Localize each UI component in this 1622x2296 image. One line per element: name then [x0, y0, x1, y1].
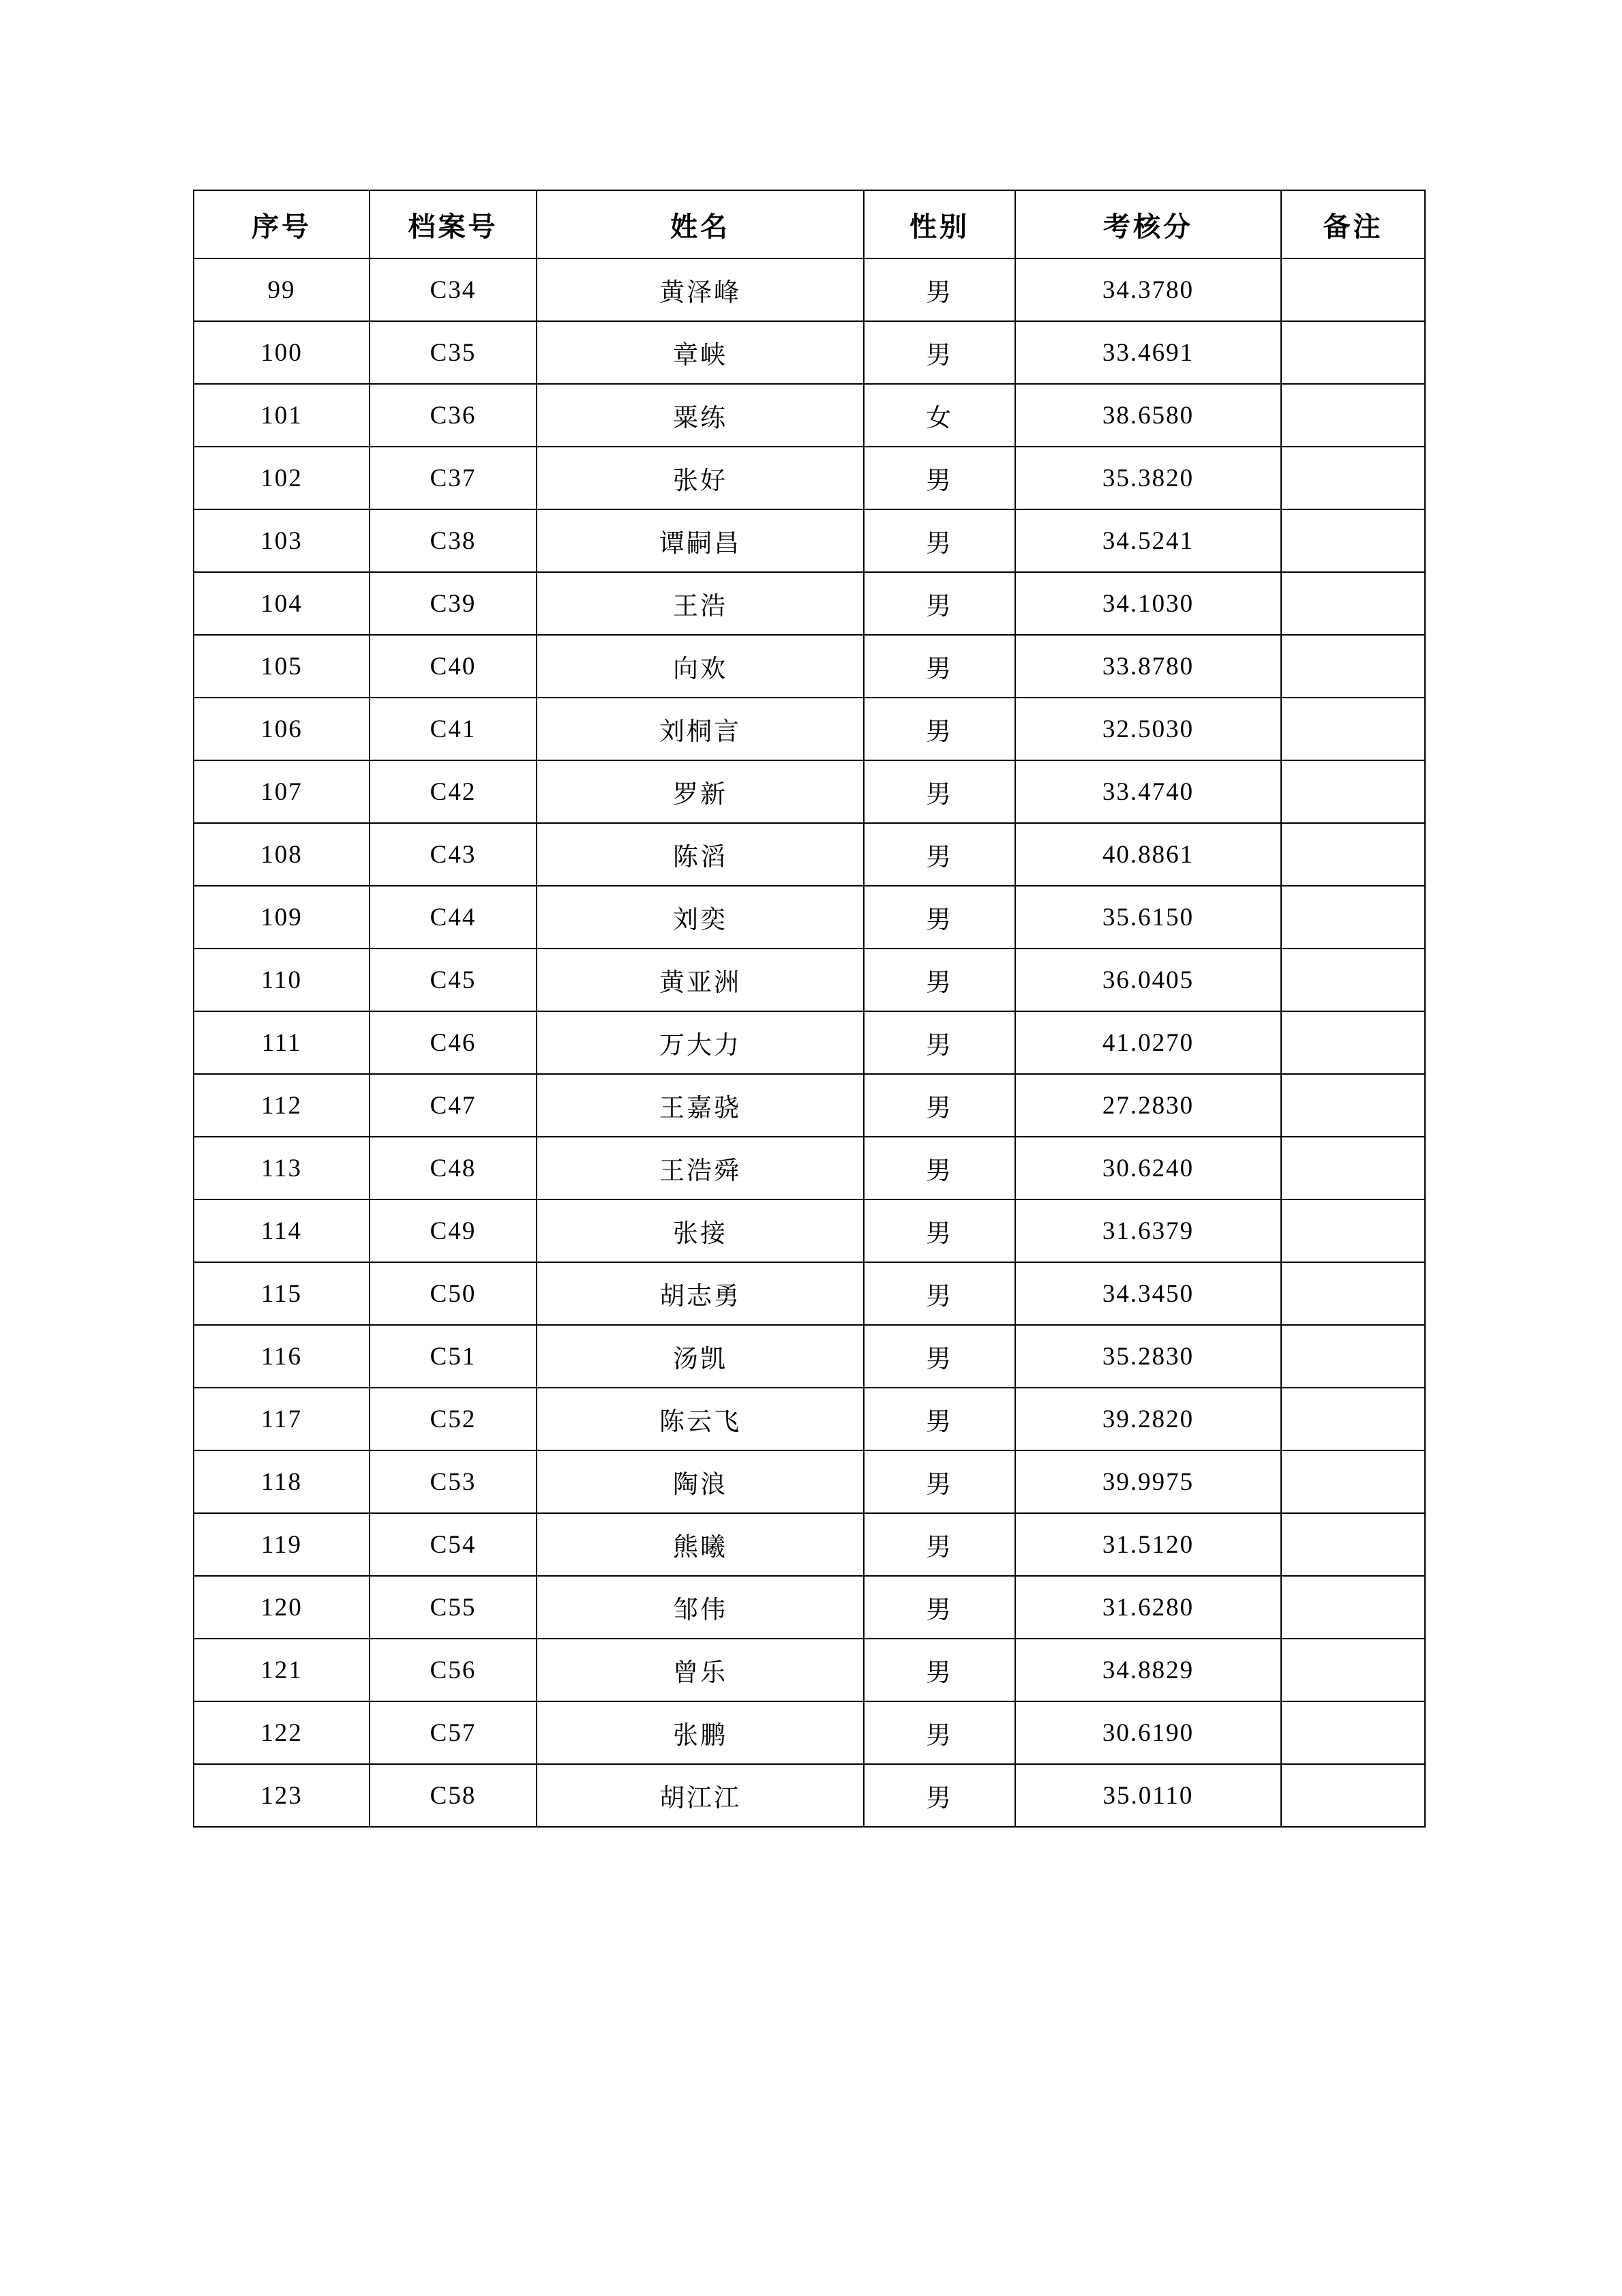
cell-note	[1281, 1199, 1425, 1262]
table-header-row	[194, 190, 1425, 258]
cell-gender: 男	[864, 760, 1015, 823]
cell-file-number: C42	[370, 760, 537, 823]
cell-file-number: C49	[370, 1199, 537, 1262]
cell-seq: 122	[194, 1701, 370, 1764]
table-row	[194, 886, 1425, 949]
cell-gender: 女	[864, 384, 1015, 447]
cell-seq: 118	[194, 1450, 370, 1513]
cell-name: 粟练	[537, 384, 864, 447]
cell-gender: 男	[864, 698, 1015, 760]
cell-gender: 男	[864, 886, 1015, 949]
cell-note	[1281, 1450, 1425, 1513]
cell-name: 刘奕	[537, 886, 864, 949]
cell-name: 邹伟	[537, 1576, 864, 1639]
table-row	[194, 1011, 1425, 1074]
cell-gender: 男	[864, 258, 1015, 321]
cell-score: 30.6240	[1015, 1137, 1281, 1199]
cell-note	[1281, 1639, 1425, 1701]
cell-score: 36.0405	[1015, 949, 1281, 1011]
cell-gender: 男	[864, 447, 1015, 509]
cell-score: 34.3780	[1015, 258, 1281, 321]
table-row	[194, 1388, 1425, 1450]
cell-seq: 100	[194, 321, 370, 384]
cell-note	[1281, 1137, 1425, 1199]
cell-note	[1281, 1074, 1425, 1137]
cell-gender: 男	[864, 1701, 1015, 1764]
cell-seq: 121	[194, 1639, 370, 1701]
table-row	[194, 823, 1425, 886]
table-row	[194, 635, 1425, 698]
table-body	[194, 258, 1425, 1827]
cell-seq: 111	[194, 1011, 370, 1074]
table-row	[194, 1074, 1425, 1137]
cell-note	[1281, 447, 1425, 509]
table-row	[194, 1199, 1425, 1262]
cell-file-number: C34	[370, 258, 537, 321]
cell-gender: 男	[864, 509, 1015, 572]
cell-file-number: C48	[370, 1137, 537, 1199]
cell-file-number: C40	[370, 635, 537, 698]
cell-file-number: C39	[370, 572, 537, 635]
cell-file-number: C46	[370, 1011, 537, 1074]
cell-note	[1281, 1388, 1425, 1450]
column-header-file-number: 档案号	[370, 190, 537, 258]
cell-score: 35.6150	[1015, 886, 1281, 949]
cell-note	[1281, 258, 1425, 321]
cell-name: 陈云飞	[537, 1388, 864, 1450]
cell-gender: 男	[864, 1137, 1015, 1199]
cell-gender: 男	[864, 823, 1015, 886]
cell-name: 谭嗣昌	[537, 509, 864, 572]
cell-gender: 男	[864, 572, 1015, 635]
cell-score: 39.2820	[1015, 1388, 1281, 1450]
cell-note	[1281, 760, 1425, 823]
cell-score: 27.2830	[1015, 1074, 1281, 1137]
table-row	[194, 1764, 1425, 1827]
cell-note	[1281, 384, 1425, 447]
cell-name: 罗新	[537, 760, 864, 823]
cell-name: 张好	[537, 447, 864, 509]
table-row	[194, 1701, 1425, 1764]
cell-seq: 112	[194, 1074, 370, 1137]
cell-seq: 101	[194, 384, 370, 447]
cell-score: 31.5120	[1015, 1513, 1281, 1576]
cell-seq: 102	[194, 447, 370, 509]
cell-seq: 119	[194, 1513, 370, 1576]
cell-name: 张接	[537, 1199, 864, 1262]
cell-note	[1281, 635, 1425, 698]
cell-seq: 105	[194, 635, 370, 698]
cell-seq: 113	[194, 1137, 370, 1199]
cell-name: 陶浪	[537, 1450, 864, 1513]
table-row	[194, 572, 1425, 635]
table-row	[194, 698, 1425, 760]
cell-note	[1281, 1576, 1425, 1639]
cell-note	[1281, 1701, 1425, 1764]
column-header-seq: 序号	[194, 190, 370, 258]
table-row	[194, 1262, 1425, 1325]
cell-seq: 114	[194, 1199, 370, 1262]
cell-gender: 男	[864, 1325, 1015, 1388]
cell-score: 32.5030	[1015, 698, 1281, 760]
cell-note	[1281, 1513, 1425, 1576]
cell-score: 34.3450	[1015, 1262, 1281, 1325]
column-header-gender: 性别	[864, 190, 1015, 258]
cell-name: 汤凯	[537, 1325, 864, 1388]
cell-name: 王浩舜	[537, 1137, 864, 1199]
cell-score: 31.6379	[1015, 1199, 1281, 1262]
cell-gender: 男	[864, 1262, 1015, 1325]
cell-seq: 116	[194, 1325, 370, 1388]
cell-seq: 117	[194, 1388, 370, 1450]
cell-file-number: C43	[370, 823, 537, 886]
cell-file-number: C51	[370, 1325, 537, 1388]
score-table	[193, 190, 1426, 1828]
cell-file-number: C56	[370, 1639, 537, 1701]
cell-name: 熊曦	[537, 1513, 864, 1576]
cell-gender: 男	[864, 949, 1015, 1011]
cell-file-number: C53	[370, 1450, 537, 1513]
cell-file-number: C58	[370, 1764, 537, 1827]
cell-gender: 男	[864, 1450, 1015, 1513]
table-row	[194, 1513, 1425, 1576]
cell-score: 31.6280	[1015, 1576, 1281, 1639]
table-row	[194, 1137, 1425, 1199]
column-header-name: 姓名	[537, 190, 864, 258]
cell-score: 33.4740	[1015, 760, 1281, 823]
cell-score: 30.6190	[1015, 1701, 1281, 1764]
cell-note	[1281, 1262, 1425, 1325]
table-row	[194, 949, 1425, 1011]
cell-file-number: C55	[370, 1576, 537, 1639]
table-row	[194, 509, 1425, 572]
cell-gender: 男	[864, 321, 1015, 384]
cell-gender: 男	[864, 1074, 1015, 1137]
cell-score: 35.0110	[1015, 1764, 1281, 1827]
cell-seq: 103	[194, 509, 370, 572]
cell-name: 章峡	[537, 321, 864, 384]
table-row	[194, 1450, 1425, 1513]
table-row	[194, 1576, 1425, 1639]
cell-name: 向欢	[537, 635, 864, 698]
cell-seq: 110	[194, 949, 370, 1011]
cell-name: 王嘉骁	[537, 1074, 864, 1137]
cell-gender: 男	[864, 1576, 1015, 1639]
cell-name: 万大力	[537, 1011, 864, 1074]
table-row	[194, 1325, 1425, 1388]
cell-score: 34.1030	[1015, 572, 1281, 635]
cell-file-number: C45	[370, 949, 537, 1011]
cell-note	[1281, 1325, 1425, 1388]
table-row	[194, 321, 1425, 384]
cell-note	[1281, 1764, 1425, 1827]
cell-gender: 男	[864, 1011, 1015, 1074]
cell-seq: 107	[194, 760, 370, 823]
cell-name: 刘桐言	[537, 698, 864, 760]
cell-file-number: C52	[370, 1388, 537, 1450]
cell-name: 陈滔	[537, 823, 864, 886]
cell-name: 胡志勇	[537, 1262, 864, 1325]
cell-gender: 男	[864, 1764, 1015, 1827]
table-row	[194, 384, 1425, 447]
table-row	[194, 447, 1425, 509]
cell-score: 40.8861	[1015, 823, 1281, 886]
table-row	[194, 1639, 1425, 1701]
cell-note	[1281, 509, 1425, 572]
cell-note	[1281, 321, 1425, 384]
cell-score: 34.5241	[1015, 509, 1281, 572]
cell-file-number: C50	[370, 1262, 537, 1325]
column-header-note: 备注	[1281, 190, 1425, 258]
cell-gender: 男	[864, 1639, 1015, 1701]
cell-score: 38.6580	[1015, 384, 1281, 447]
cell-score: 33.8780	[1015, 635, 1281, 698]
cell-name: 王浩	[537, 572, 864, 635]
cell-file-number: C38	[370, 509, 537, 572]
table-header	[194, 190, 1425, 258]
cell-file-number: C36	[370, 384, 537, 447]
cell-seq: 115	[194, 1262, 370, 1325]
cell-gender: 男	[864, 635, 1015, 698]
cell-file-number: C41	[370, 698, 537, 760]
cell-file-number: C47	[370, 1074, 537, 1137]
cell-note	[1281, 698, 1425, 760]
cell-name: 胡江江	[537, 1764, 864, 1827]
cell-name: 曾乐	[537, 1639, 864, 1701]
cell-name: 张鹏	[537, 1701, 864, 1764]
cell-score: 34.8829	[1015, 1639, 1281, 1701]
cell-seq: 109	[194, 886, 370, 949]
cell-name: 黄亚洲	[537, 949, 864, 1011]
cell-note	[1281, 823, 1425, 886]
cell-seq: 106	[194, 698, 370, 760]
score-table-container	[193, 190, 1424, 1828]
cell-seq: 123	[194, 1764, 370, 1827]
cell-file-number: C37	[370, 447, 537, 509]
cell-gender: 男	[864, 1513, 1015, 1576]
cell-file-number: C35	[370, 321, 537, 384]
cell-note	[1281, 949, 1425, 1011]
cell-gender: 男	[864, 1199, 1015, 1262]
cell-file-number: C57	[370, 1701, 537, 1764]
cell-score: 33.4691	[1015, 321, 1281, 384]
cell-note	[1281, 572, 1425, 635]
column-header-score: 考核分	[1015, 190, 1281, 258]
cell-file-number: C54	[370, 1513, 537, 1576]
cell-score: 35.2830	[1015, 1325, 1281, 1388]
cell-gender: 男	[864, 1388, 1015, 1450]
cell-seq: 99	[194, 258, 370, 321]
cell-name: 黄泽峰	[537, 258, 864, 321]
cell-file-number: C44	[370, 886, 537, 949]
cell-note	[1281, 1011, 1425, 1074]
cell-note	[1281, 886, 1425, 949]
cell-seq: 104	[194, 572, 370, 635]
cell-seq: 108	[194, 823, 370, 886]
table-row	[194, 760, 1425, 823]
cell-score: 39.9975	[1015, 1450, 1281, 1513]
table-row	[194, 258, 1425, 321]
cell-score: 41.0270	[1015, 1011, 1281, 1074]
cell-score: 35.3820	[1015, 447, 1281, 509]
cell-seq: 120	[194, 1576, 370, 1639]
